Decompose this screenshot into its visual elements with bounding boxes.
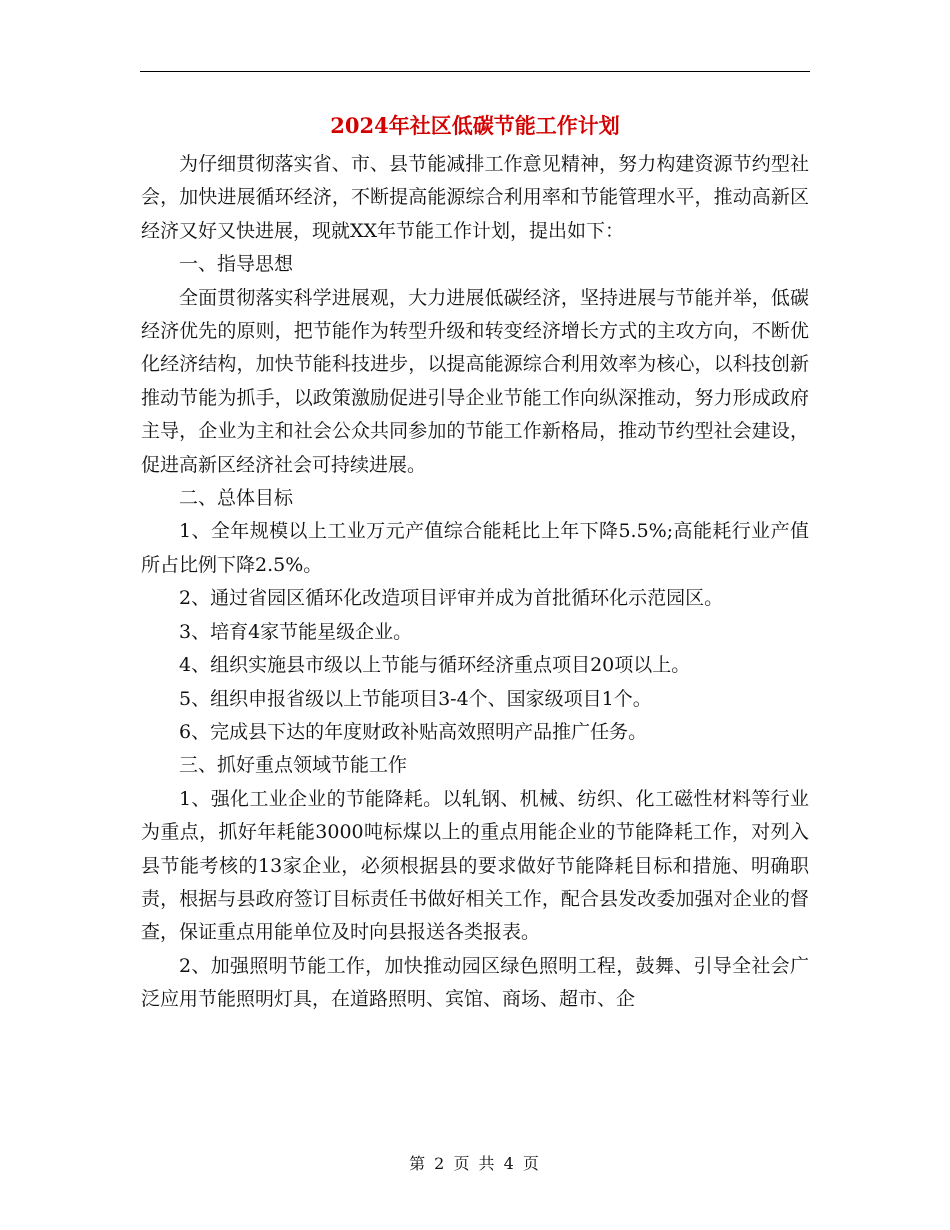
section-heading-overall-goals: 二、总体目标: [179, 487, 294, 510]
key-area-paragraph: 2、加强照明节能工作，加快推动园区绿色照明工程，鼓舞、引导全社会广泛应用节能照明灯具，在道路照明、宾馆、商场、超市、企: [141, 954, 809, 1011]
header-rule: [140, 71, 810, 72]
document-body: [141, 148, 809, 1017]
goal-item: 1、全年规模以上工业万元产值综合能耗比上年下降5.5%;高能耗行业产值所占比例下降2.5%。: [141, 520, 809, 576]
goal-item: 5、组织申报省级以上节能项目3-4个、国家级项目1个。: [179, 687, 652, 710]
intro-paragraph: 为仔细贯彻落实省、市、县节能减排工作意见精神，努力构建资源节约型社会，加快进展循环经济，不断提高能源综合利用率和节能管理水平，推动高新区经济又好又快进展，现就XX年节能工作计划，提出如下：: [141, 153, 809, 242]
guiding-ideology-paragraph: 全面贯彻落实科学进展观，大力进展低碳经济，坚持进展与节能并举，低碳经济优先的原则，把节能作为转型升级和转变经济增长方式的主攻方向，不断优化经济结构，加快节能科技进步，以提高能源综合利用效率为核心，以科技创新推动节能为抓手，以政策激励促进引导企业节能工作向纵深推动，努力形成政府主导，企业为主和社会公众共同参加的节能工作新格局，推动节约型社会建设，促进高新区经济社会可持续进展。: [141, 286, 809, 476]
section-heading-guiding-ideology: 一、指导思想: [179, 253, 294, 276]
goal-item: 4、组织实施县市级以上节能与循环经济重点项目20项以上。: [179, 654, 691, 677]
goal-item: 3、培育4家节能星级企业。: [179, 620, 413, 643]
key-area-paragraph: 1、强化工业企业的节能降耗。以轧钢、机械、纺织、化工磁性材料等行业为重点，抓好年耗能3000吨标煤以上的重点用能企业的节能降耗工作，对列入县节能考核的13家企业，必须根据县的要求做好节能降耗目标和措施、明确职责，根据与县政府签订目标责任书做好相关工作，配合县发改委加强对企业的督查，保证重点用能单位及时向县报送各类报表。: [141, 787, 809, 944]
goal-item: 6、完成县下达的年度财政补贴高效照明产品推广任务。: [179, 720, 648, 743]
document-title: 2024年社区低碳节能工作计划: [330, 113, 620, 138]
goal-item: 2、通过省园区循环化改造项目评审并成为首批循环化示范园区。: [179, 587, 724, 610]
page-footer: 第 2 页 共 4 页: [409, 1154, 541, 1173]
section-heading-key-areas: 三、抓好重点领域节能工作: [179, 754, 408, 777]
